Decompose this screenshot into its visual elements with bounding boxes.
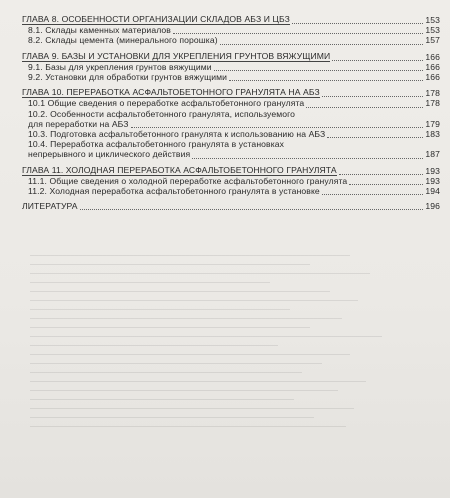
toc-page-number: 166 xyxy=(425,72,440,83)
toc-entry-title-continued: для переработки на АБЗ xyxy=(28,118,129,129)
toc-section-entry xyxy=(22,25,440,35)
leader-line xyxy=(322,96,424,97)
toc-section-entry xyxy=(22,109,440,129)
leader-line xyxy=(349,184,423,185)
toc-page-number: 194 xyxy=(425,186,440,197)
toc-entry-title: 11.2. Холодная переработка асфальтобетонного гранулята в установке xyxy=(28,186,320,197)
toc-page-number: 183 xyxy=(425,129,440,140)
toc-chapter-entry xyxy=(22,165,440,176)
toc-entry-title: 8.1. Склады каменных материалов xyxy=(28,25,171,36)
toc-page-number: 166 xyxy=(425,51,440,62)
toc-entry-title: 8.2. Склады цемента (минерального порошка) xyxy=(28,35,218,46)
toc-entry-title: 9.2. Установки для обработки грунтов вяжущими xyxy=(28,72,228,83)
toc-entry-title: 10.2. Особенности асфальтобетонного гранулята, используемого xyxy=(28,108,296,119)
leader-line xyxy=(214,70,424,71)
toc-page-number: 179 xyxy=(425,118,440,129)
toc-section-entry xyxy=(22,139,440,159)
bleed-through-text xyxy=(30,255,430,485)
leader-line xyxy=(229,80,423,81)
toc-entry-title: 10.3. Подготовка асфальтобетонного гранулята к использованию на АБЗ xyxy=(28,129,326,140)
toc-entry-title: ГЛАВА 9. БАЗЫ И УСТАНОВКИ ДЛЯ УКРЕПЛЕНИЯ ГРУНТОВ ВЯЖУЩИМИ xyxy=(22,50,331,61)
leader-line xyxy=(322,194,424,195)
leader-line xyxy=(327,137,423,138)
leader-line xyxy=(192,158,423,159)
toc-entry-title: ЛИТЕРАТУРА xyxy=(22,201,78,212)
toc-page-number: 193 xyxy=(425,175,440,186)
toc-section-entry xyxy=(22,98,440,108)
toc-entry-title: 10.4. Переработка асфальтобетонного гранулята в установках xyxy=(28,139,285,150)
table-of-contents xyxy=(22,14,440,211)
leader-line xyxy=(306,107,423,108)
toc-chapter-entry xyxy=(22,51,440,62)
toc-chapter-entry xyxy=(22,201,440,211)
toc-section-entry xyxy=(22,129,440,139)
leader-line xyxy=(131,127,424,128)
toc-page-number: 153 xyxy=(425,15,440,25)
toc-section-entry xyxy=(22,72,440,82)
toc-page-number: 193 xyxy=(425,165,440,176)
toc-section-entry xyxy=(22,62,440,72)
toc-entry-title: 11.1. Общие сведения о холодной переработке асфальтобетонного гранулята xyxy=(28,175,348,186)
leader-line xyxy=(173,33,423,34)
toc-entry-title: ГЛАВА 11. ХОЛОДНАЯ ПЕРЕРАБОТКА АСФАЛЬТОБЕТОННОГО ГРАНУЛЯТА xyxy=(22,164,337,175)
toc-page-number: 157 xyxy=(425,35,440,46)
toc-page-number: 166 xyxy=(425,61,440,72)
toc-section-entry xyxy=(22,186,440,196)
toc-chapter-entry xyxy=(22,14,440,25)
toc-entry-title: 10.1 Общие сведения о переработке асфальтобетонного гранулята xyxy=(28,98,305,109)
toc-section-entry xyxy=(22,176,440,186)
leader-line xyxy=(332,60,423,61)
toc-page-number: 178 xyxy=(425,98,440,109)
leader-line xyxy=(292,23,423,24)
toc-entry-title: ГЛАВА 8. ОСОБЕННОСТИ ОРГАНИЗАЦИИ СКЛАДОВ АБЗ И ЦБЗ xyxy=(22,14,290,24)
toc-chapter-entry xyxy=(22,87,440,98)
toc-page-number: 153 xyxy=(425,25,440,36)
toc-entry-title: 9.1. Базы для укрепления грунтов вяжущими xyxy=(28,61,212,72)
toc-entry-title-continued: непрерывного и циклического действия xyxy=(28,149,191,160)
toc-page-number: 178 xyxy=(425,88,440,99)
toc-entry-title: ГЛАВА 10. ПЕРЕРАБОТКА АСФАЛЬТОБЕТОННОГО ГРАНУЛЯТА НА АБЗ xyxy=(22,87,320,98)
leader-line xyxy=(339,174,424,175)
leader-line xyxy=(80,209,424,210)
toc-page-number: 187 xyxy=(425,149,440,160)
leader-line xyxy=(220,44,424,45)
toc-page-number: 196 xyxy=(425,201,440,212)
toc-section-entry xyxy=(22,35,440,45)
